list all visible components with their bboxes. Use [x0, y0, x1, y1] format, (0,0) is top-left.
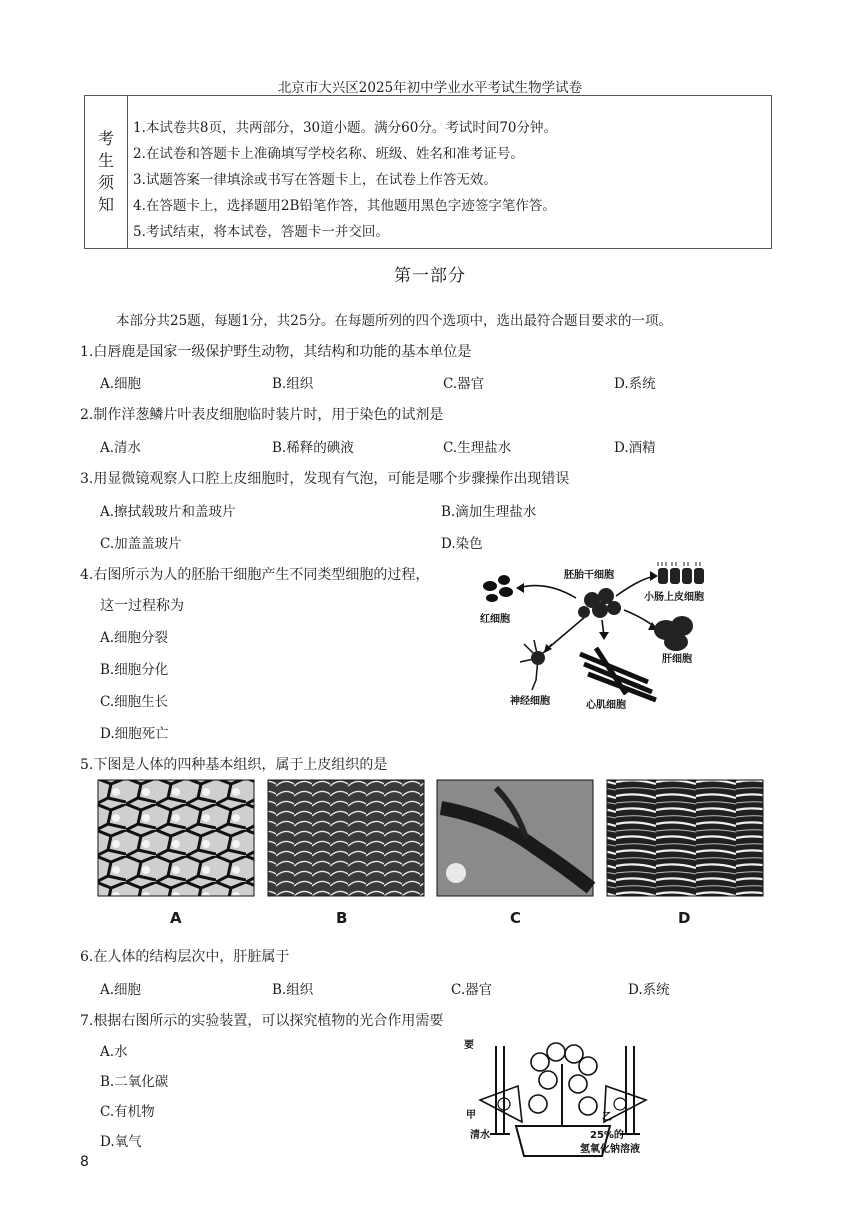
figure-label-heart-cell: 心肌细胞: [586, 700, 626, 711]
notice-line: 1.本试卷共8页，共两部分，30道小题。满分60分。考试时间70分钟。: [133, 120, 558, 136]
question-4-option-b: B.细胞分化: [100, 662, 169, 678]
tissue-label-c: C: [510, 909, 522, 927]
question-6-option-c: C.器官: [451, 982, 493, 998]
stem-cell-differentiation-figure: [476, 558, 726, 713]
figure-label-water: 清水: [470, 1130, 490, 1141]
figure-label-top: 要: [464, 1040, 474, 1051]
page-header: 北京市大兴区2025年初中学业水平考试生物学试卷: [277, 80, 583, 96]
figure-label-red-cell: 红细胞: [480, 614, 510, 625]
notice-label-char: 知: [97, 195, 114, 214]
tissue-image-d: [607, 780, 763, 896]
figure-label-yi: 乙: [602, 1112, 612, 1123]
section-title: 第一部分: [394, 266, 466, 286]
question-4-stem: 4.右图所示为人的胚胎干细胞产生不同类型细胞的过程，: [80, 567, 430, 583]
question-3-option-d: D.染色: [441, 536, 483, 552]
notice-line: 3.试题答案一律填涂或书写在答题卡上，在试卷上作答无效。: [133, 172, 497, 188]
question-5-stem: 5.下图是人体的四种基本组织，属于上皮组织的是: [80, 757, 388, 773]
question-3-option-c: C.加盖盖玻片: [100, 536, 182, 552]
figure-label-jia: 甲: [466, 1110, 476, 1121]
notice-line: 2.在试卷和答题卡上准确填写学校名称、班级、姓名和准考证号。: [133, 146, 524, 162]
question-4-option-c: C.细胞生长: [100, 694, 169, 710]
notice-label-char: 考: [97, 129, 114, 148]
question-7-option-b: B.二氧化碳: [100, 1074, 169, 1090]
question-7-stem: 7.根据右图所示的实验装置，可以探究植物的光合作用需要: [80, 1013, 444, 1029]
question-1-stem: 1.白唇鹿是国家一级保护野生动物，其结构和功能的基本单位是: [80, 344, 472, 360]
figure-label-nerve-cell: 神经细胞: [510, 696, 550, 707]
question-2-option-d: D.酒精: [614, 440, 656, 456]
figure-label-stem-cell: 胚胎干细胞: [564, 570, 614, 581]
question-1-option-a: A.细胞: [100, 376, 142, 392]
figure-label-liver-cell: 肝细胞: [662, 654, 692, 665]
notice-label: [85, 96, 128, 248]
question-6-option-a: A.细胞: [100, 982, 142, 998]
tissue-image-c: [437, 780, 593, 896]
notice-label-char: 生: [97, 151, 114, 170]
question-7-option-d: D.氧气: [100, 1134, 142, 1150]
question-6-option-d: D.系统: [628, 982, 670, 998]
question-1-option-d: D.系统: [614, 376, 656, 392]
question-3-stem: 3.用显微镜观察人口腔上皮细胞时，发现有气泡，可能是哪个步骤操作出现错误: [80, 471, 570, 487]
photosynthesis-experiment-figure: [460, 1034, 680, 1160]
question-2-option-c: C.生理盐水: [443, 440, 512, 456]
question-7-option-c: C.有机物: [100, 1104, 155, 1120]
tissue-label-b: B: [336, 909, 348, 927]
question-6-stem: 6.在人体的结构层次中，肝脏属于: [80, 949, 290, 965]
question-4-option-d: D.细胞死亡: [100, 726, 169, 742]
question-3-option-a: A.擦拭载玻片和盖玻片: [100, 504, 236, 520]
figure-label-naoh: 氢氧化钠溶液: [580, 1144, 640, 1155]
question-4-stem-line2: 这一过程称为: [100, 598, 184, 614]
question-2-option-b: B.稀释的碘液: [272, 440, 354, 456]
tissue-label-a: A: [170, 909, 182, 927]
figure-label-intestine-cell: 小肠上皮细胞: [644, 592, 704, 603]
question-3-option-b: B.滴加生理盐水: [441, 504, 537, 520]
question-2-stem: 2.制作洋葱鳞片叶表皮细胞临时装片时，用于染色的试剂是: [80, 407, 444, 423]
question-1-option-c: C.器官: [443, 376, 485, 392]
tissue-label-d: D: [678, 909, 691, 927]
notice-line: 4.在答题卡上，选择题用2B铅笔作答，其他题用黑色字迹签字笔作答。: [133, 198, 556, 214]
notice-line: 5.考试结束，将本试卷，答题卡一并交回。: [133, 224, 389, 240]
exam-notice-box: [84, 95, 772, 249]
section-instruction: 本部分共25题，每题1分，共25分。在每题所列的四个选项中，选出最符合题目要求的一项。: [116, 313, 672, 329]
question-2-option-a: A.清水: [100, 440, 142, 456]
tissue-image-a: [98, 780, 254, 896]
tissue-images: [96, 778, 766, 898]
figure-label-naoh-percent: 25%的: [590, 1130, 624, 1141]
question-7-option-a: A.水: [100, 1044, 128, 1060]
page-number: 8: [80, 1154, 89, 1170]
question-6-option-b: B.组织: [272, 982, 314, 998]
notice-label-char: 须: [97, 173, 114, 192]
question-1-option-b: B.组织: [272, 376, 314, 392]
question-4-option-a: A.细胞分裂: [100, 630, 169, 646]
tissue-image-b: [268, 780, 424, 896]
